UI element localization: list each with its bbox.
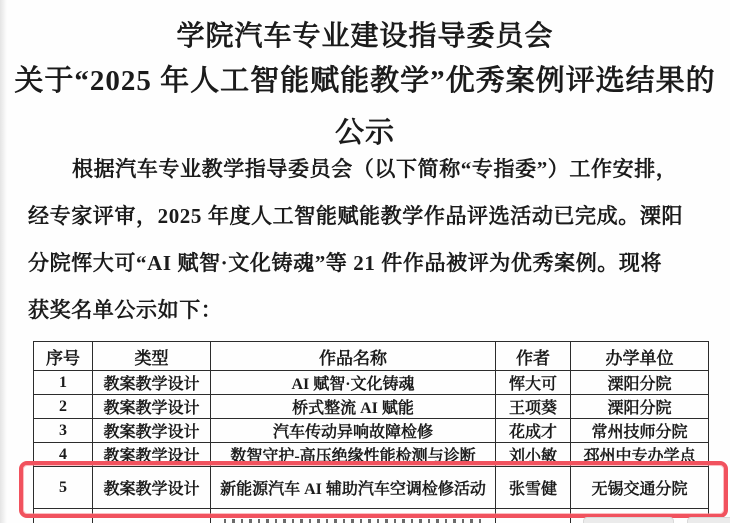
table-row-highlighted xyxy=(34,467,709,509)
cutoff-button[interactable] xyxy=(687,517,730,523)
cell-title: AI 赋智·文化铸魂 xyxy=(211,371,496,395)
cell-seq: 5 xyxy=(34,467,93,509)
col-header-seq: 序号 xyxy=(34,342,93,371)
cell-title: 桥式整流 AI 赋能 xyxy=(211,395,496,419)
awards-table xyxy=(33,341,709,523)
cell-unit: 溧阳分院 xyxy=(571,371,709,395)
doc-title-subject: 关于“2025 年人工智能赋能教学”优秀案例评选结果的 xyxy=(14,65,716,97)
cell-author: 花成才 xyxy=(496,419,571,443)
cutoff-button[interactable] xyxy=(583,517,674,523)
cell-type: 教案教学设计 xyxy=(93,395,211,419)
cell-seq: 3 xyxy=(34,419,93,443)
cell-unit: 无锡交通分院 xyxy=(571,467,709,509)
body-paragraph xyxy=(28,146,704,334)
cell-type xyxy=(93,509,211,523)
doc-title-notice: 公示 xyxy=(334,117,395,149)
cell-author: 王项葵 xyxy=(496,395,571,419)
table-row xyxy=(34,443,709,467)
paragraph-line: 获奖名单公示如下： xyxy=(28,298,223,322)
cell-unit: 邳州中专办学点 xyxy=(571,443,709,467)
col-header-type: 类型 xyxy=(93,342,211,371)
cell-author: 张雪健 xyxy=(496,467,571,509)
col-header-unit: 办学单位 xyxy=(571,342,709,371)
table-row xyxy=(34,419,709,443)
paragraph-line: 经专家评审，2025 年度人工智能赋能教学作品评选活动已完成。溧阳 xyxy=(28,204,684,228)
cell-type: 教案教学设计 xyxy=(93,371,211,395)
table-row xyxy=(34,371,709,395)
cell-unit: 常州技师分院 xyxy=(571,419,709,443)
cell-author: 恽大可 xyxy=(496,371,571,395)
cell-seq: 2 xyxy=(34,395,93,419)
cell-seq: 4 xyxy=(34,443,93,467)
cell-author: 刘小敏 xyxy=(496,443,571,467)
paragraph-line: 分院恽大可“AI 赋智·文化铸魂”等 21 件作品被评为优秀案例。现将 xyxy=(28,251,663,275)
cell-type: 教案教学设计 xyxy=(93,419,211,443)
cell-seq: 1 xyxy=(34,371,93,395)
col-header-title: 作品名称 xyxy=(211,342,496,371)
paragraph-line: 根据汽车专业教学指导委员会（以下简称“专指委”）工作安排， xyxy=(72,157,678,181)
cell-title: 新能源汽车 AI 辅助汽车空调检修活动 xyxy=(211,467,496,509)
cell-title: 数智守护-高压绝缘性能检测与诊断 xyxy=(211,443,496,467)
cell-unit: 溧阳分院 xyxy=(571,395,709,419)
clipped-text-fragment xyxy=(224,519,482,523)
cell-type: 教案教学设计 xyxy=(93,443,211,467)
cell-seq xyxy=(34,509,93,523)
col-header-author: 作者 xyxy=(496,342,571,371)
cell-title xyxy=(211,509,496,523)
cell-type: 教案教学设计 xyxy=(93,467,211,509)
table-row xyxy=(34,395,709,419)
cell-title: 汽车传动异响故障检修 xyxy=(211,419,496,443)
table-header-row xyxy=(34,342,709,371)
doc-title-committee: 学院汽车专业建设指导委员会 xyxy=(176,21,554,52)
cell-author xyxy=(496,509,571,523)
